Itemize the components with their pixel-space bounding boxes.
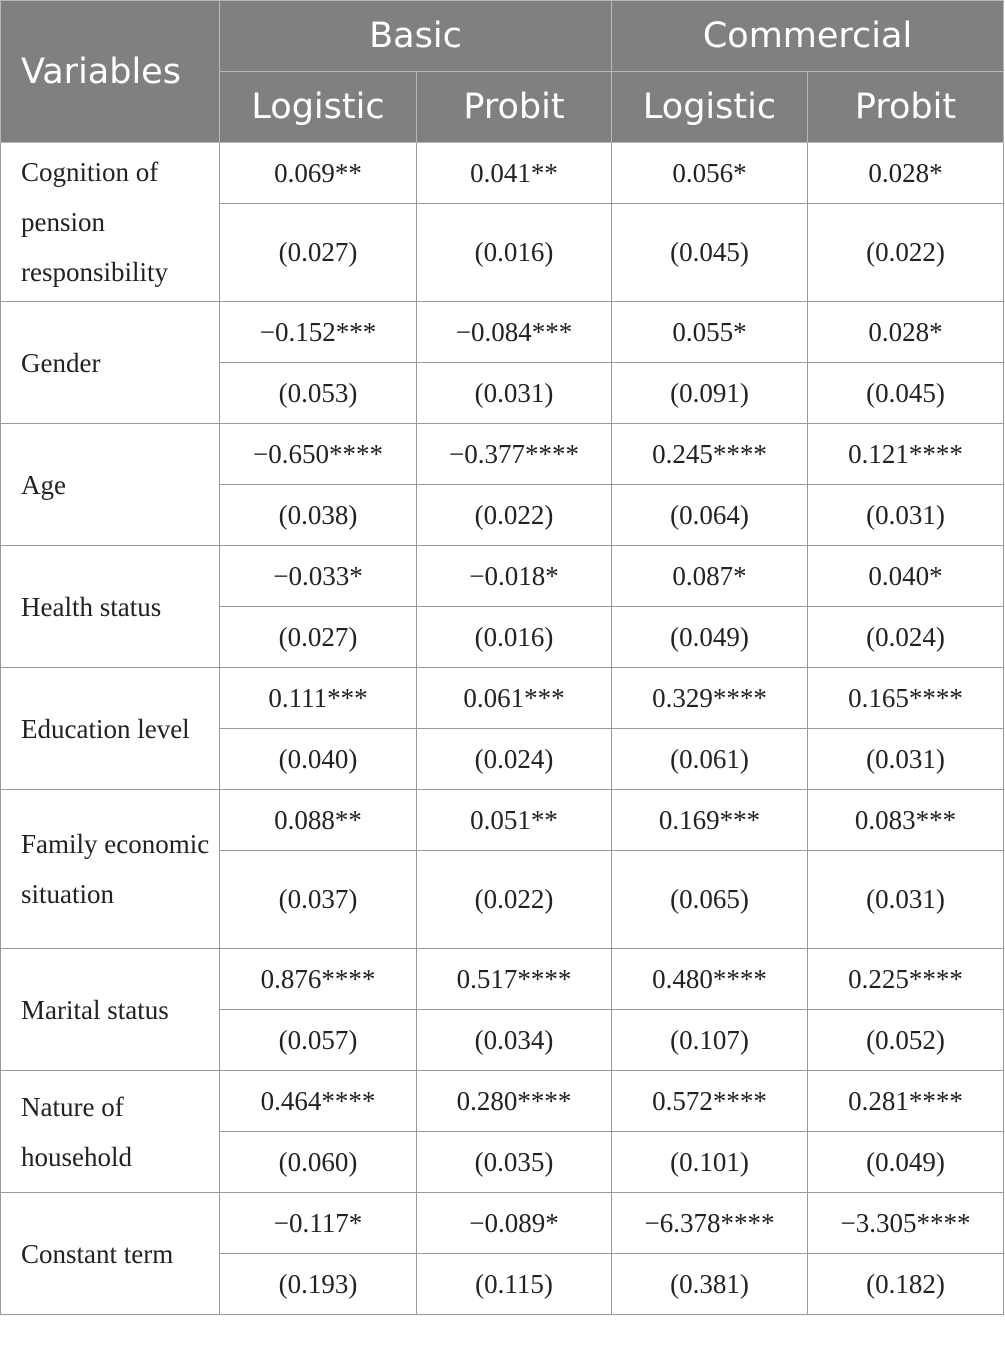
coefficient-cell: −0.152*** [220,302,417,363]
table-row-coef [1,949,1004,1010]
std-error-cell: (0.061) [612,729,808,790]
basic-group-header: Basic [220,1,612,72]
std-error-cell: (0.115) [417,1254,612,1315]
std-error-cell: (0.045) [612,204,808,302]
std-error-cell: (0.024) [417,729,612,790]
table-row-coef [1,790,1004,851]
std-error-cell: (0.064) [612,485,808,546]
coefficient-cell: −0.377**** [417,424,612,485]
basic-logistic-header: Logistic [220,72,417,143]
coefficient-cell: 0.165**** [808,668,1004,729]
coefficient-cell: 0.169*** [612,790,808,851]
std-error-cell: (0.101) [612,1132,808,1193]
std-error-cell: (0.065) [612,851,808,949]
std-error-cell: (0.031) [417,363,612,424]
coefficient-cell: 0.876**** [220,949,417,1010]
table-row-coef [1,668,1004,729]
table-body [1,143,1004,1315]
std-error-cell: (0.193) [220,1254,417,1315]
std-error-cell: (0.016) [417,204,612,302]
std-error-cell: (0.060) [220,1132,417,1193]
std-error-cell: (0.040) [220,729,417,790]
std-error-cell: (0.038) [220,485,417,546]
table-row-coef [1,424,1004,485]
coefficient-cell: 0.028* [808,302,1004,363]
coefficient-cell: 0.111*** [220,668,417,729]
variable-name: Cognition of pension responsibility [1,143,220,302]
std-error-cell: (0.027) [220,204,417,302]
coefficient-cell: −0.018* [417,546,612,607]
coefficient-cell: −0.117* [220,1193,417,1254]
std-error-cell: (0.034) [417,1010,612,1071]
coefficient-cell: 0.480**** [612,949,808,1010]
variables-header: Variables [1,1,220,143]
std-error-cell: (0.024) [808,607,1004,668]
coefficient-cell: 0.040* [808,546,1004,607]
std-error-cell: (0.045) [808,363,1004,424]
std-error-cell: (0.031) [808,851,1004,949]
variable-name: Family economic situation [1,790,220,949]
table-row-coef [1,302,1004,363]
table-row-coef [1,1071,1004,1132]
coefficient-cell: −6.378**** [612,1193,808,1254]
coefficient-cell: −3.305**** [808,1193,1004,1254]
commercial-logistic-header: Logistic [612,72,808,143]
coefficient-cell: 0.329**** [612,668,808,729]
coefficient-cell: 0.069** [220,143,417,204]
variable-name: Constant term [1,1193,220,1315]
variable-name: Marital status [1,949,220,1071]
basic-probit-header: Probit [417,72,612,143]
table-row-coef [1,143,1004,204]
coefficient-cell: 0.041** [417,143,612,204]
table-row-coef [1,546,1004,607]
std-error-cell: (0.381) [612,1254,808,1315]
std-error-cell: (0.107) [612,1010,808,1071]
coefficient-cell: 0.281**** [808,1071,1004,1132]
coefficient-cell: 0.572**** [612,1071,808,1132]
coefficient-cell: 0.121**** [808,424,1004,485]
variable-name: Age [1,424,220,546]
std-error-cell: (0.049) [612,607,808,668]
std-error-cell: (0.049) [808,1132,1004,1193]
std-error-cell: (0.027) [220,607,417,668]
coefficient-cell: 0.083*** [808,790,1004,851]
coefficient-cell: 0.517**** [417,949,612,1010]
coefficient-cell: −0.084*** [417,302,612,363]
coefficient-cell: 0.055* [612,302,808,363]
std-error-cell: (0.016) [417,607,612,668]
coefficient-cell: −0.089* [417,1193,612,1254]
commercial-group-header: Commercial [612,1,1004,72]
table-row-coef [1,1193,1004,1254]
std-error-cell: (0.037) [220,851,417,949]
coefficient-cell: 0.225**** [808,949,1004,1010]
std-error-cell: (0.035) [417,1132,612,1193]
coefficient-cell: 0.051** [417,790,612,851]
std-error-cell: (0.031) [808,729,1004,790]
coefficient-cell: 0.087* [612,546,808,607]
std-error-cell: (0.053) [220,363,417,424]
variable-name: Education level [1,668,220,790]
variable-name: Gender [1,302,220,424]
header-row-groups [1,1,1004,72]
coefficient-cell: −0.033* [220,546,417,607]
coefficient-cell: 0.061*** [417,668,612,729]
coefficient-cell: 0.028* [808,143,1004,204]
commercial-probit-header: Probit [808,72,1004,143]
coefficient-cell: −0.650**** [220,424,417,485]
std-error-cell: (0.022) [808,204,1004,302]
variable-name: Health status [1,546,220,668]
variable-name: Nature of household [1,1071,220,1193]
std-error-cell: (0.182) [808,1254,1004,1315]
std-error-cell: (0.052) [808,1010,1004,1071]
coefficient-cell: 0.056* [612,143,808,204]
coefficient-cell: 0.245**** [612,424,808,485]
coefficient-cell: 0.280**** [417,1071,612,1132]
std-error-cell: (0.022) [417,485,612,546]
table-header [1,1,1004,143]
coefficient-cell: 0.464**** [220,1071,417,1132]
std-error-cell: (0.031) [808,485,1004,546]
std-error-cell: (0.022) [417,851,612,949]
std-error-cell: (0.091) [612,363,808,424]
std-error-cell: (0.057) [220,1010,417,1071]
coefficient-cell: 0.088** [220,790,417,851]
